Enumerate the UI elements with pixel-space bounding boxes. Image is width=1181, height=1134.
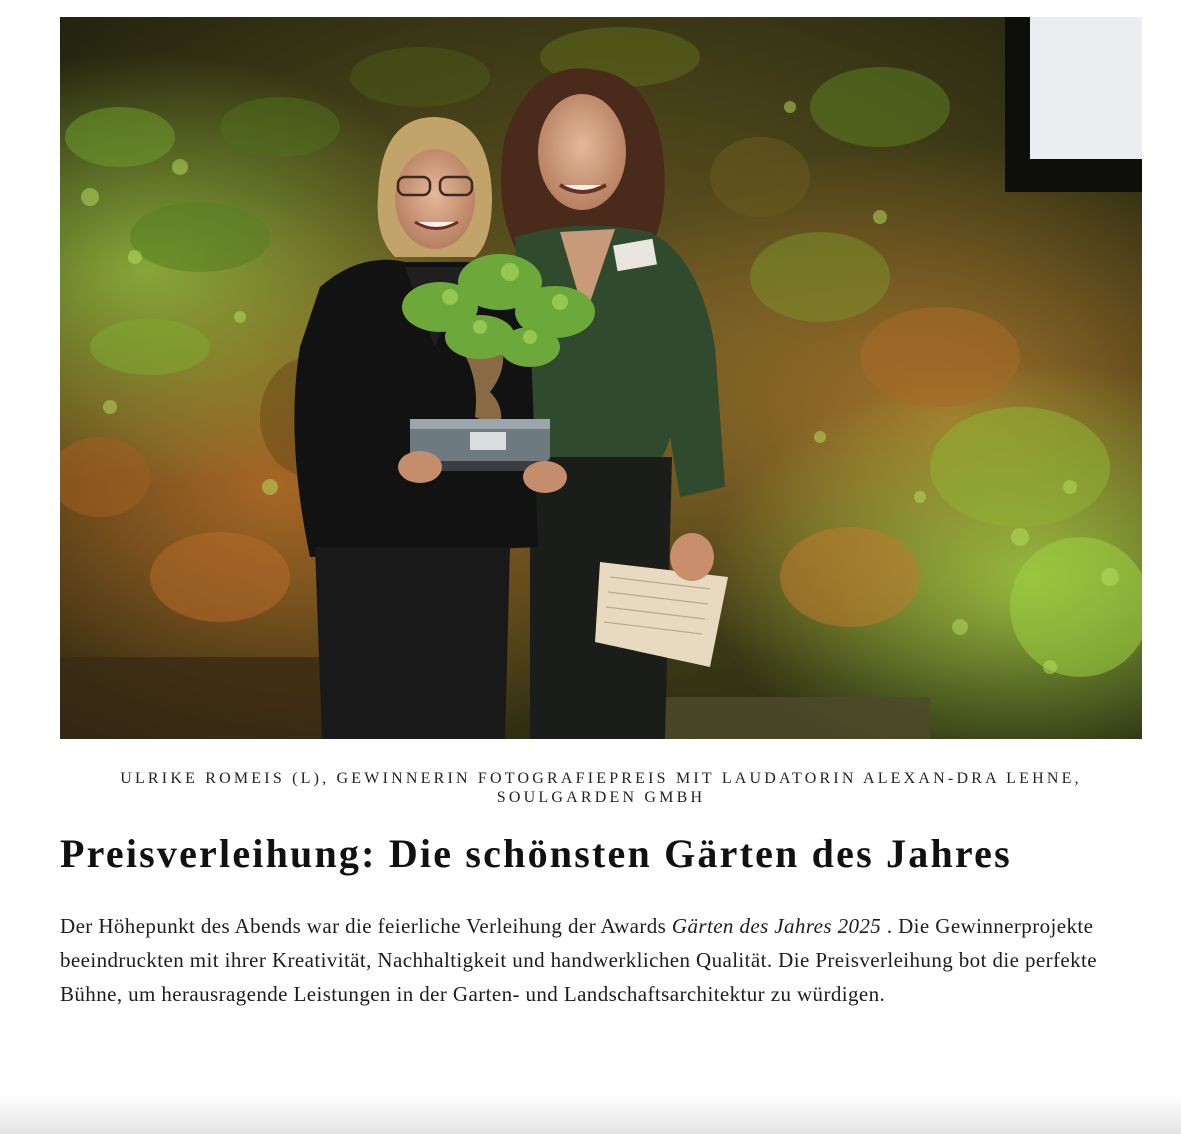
article-paragraph [60,909,1142,1011]
paragraph-text-end: . Die Gewinnerprojekte beeindruckten mit ihrer Kreativität, Nachhaltigkeit und handwerklichen Qualität. Die Preisverleihung bot die perfekte Bühne, um herausragende Leistungen in der Garten- und Landschaftsarchitektur zu würdigen. [60,914,1097,1006]
award-photo [60,17,1142,739]
photo-caption: ULRIKE ROMEIS (L), GEWINNERIN FOTOGRAFIEPREIS MIT LAUDATORIN ALEXAN-DRA LEHNE, SOULGARDEN GMBH [120,770,1082,806]
article [60,17,1142,1011]
bottom-fade [0,1094,1181,1134]
paragraph-text-start: Der Höhepunkt des Abends war die feierliche Verleihung der Awards [60,914,672,938]
article-headline: Preisverleihung: Die schönsten Gärten des Jahres [60,831,1012,876]
award-photo-image [60,17,1142,739]
award-name: Gärten des Jahres 2025 [671,914,882,938]
